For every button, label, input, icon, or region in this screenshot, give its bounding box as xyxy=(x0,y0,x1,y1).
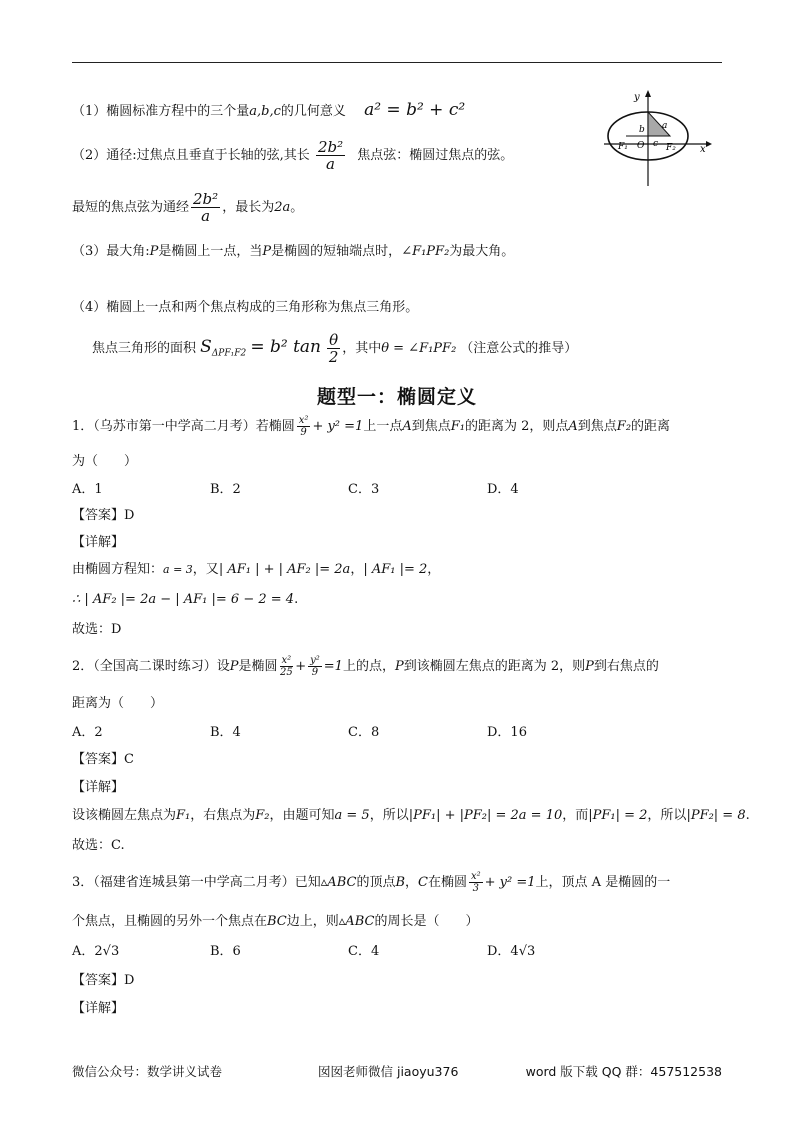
q2-detail-label: 【详解】 xyxy=(72,780,125,795)
label-x: x xyxy=(700,144,706,155)
q1-stem-line2: 为（ ） xyxy=(72,454,138,469)
q3-c: C xyxy=(418,875,428,890)
footer-right: word 版下载 QQ 群：457512538 xyxy=(525,1064,722,1079)
q1-sol1-a: a = 3 xyxy=(163,563,193,576)
note-2-fraction xyxy=(316,139,345,173)
q3-mid1: 的顶点 xyxy=(356,875,396,890)
note-5-mid: ，其中 xyxy=(342,341,382,356)
q2-sol-eq3: |PF₂| = 8 xyxy=(686,808,746,823)
q3-eq: + y² =1 xyxy=(484,875,536,890)
note-2b-suffix: ，最长为 xyxy=(222,200,275,215)
note-2b-text: 最短的焦点弦为通经 xyxy=(72,200,190,215)
q1-mid4: 到焦点 xyxy=(577,419,617,434)
note-2-text: （2）通径:过焦点且垂直于长轴的弦,其长 xyxy=(72,148,310,163)
q2-plus: + xyxy=(295,659,307,674)
q2-sol-e: ，而 xyxy=(562,808,589,823)
note-3 xyxy=(72,242,514,262)
q2-stem-line2: 距离为（ ） xyxy=(72,696,164,711)
q2-solution xyxy=(72,806,750,826)
note-3-c: 是椭圆的短轴端点时， xyxy=(271,244,402,259)
q3-option-d[interactable]: D．4√3 xyxy=(487,944,536,959)
fraction-numerator: y² xyxy=(310,655,320,666)
note-1-vars: a,b,c xyxy=(249,104,281,119)
fraction-numerator: 2b² xyxy=(317,137,344,156)
fraction-numerator: 2b² xyxy=(193,189,219,208)
q2-sol-f: ，所以 xyxy=(647,808,687,823)
note-2b-end: 。 xyxy=(290,200,304,215)
header-rule xyxy=(72,62,722,63)
note-3-a: （3）最大角: xyxy=(72,244,150,259)
fraction-denominator: 2 xyxy=(328,348,339,366)
fraction-numerator: x² xyxy=(281,655,292,666)
q2-sol-end: . xyxy=(745,808,750,823)
note-3-d: 为最大角。 xyxy=(449,244,515,259)
q3-mid2: 在椭圆 xyxy=(427,875,467,890)
q1-sol1-mid: ，又 xyxy=(192,562,219,577)
q1-sol1-eq: | AF₁ | + | AF₂ |= 2a xyxy=(218,562,351,577)
q1-answer: 【答案】D xyxy=(72,508,135,523)
q1-mid1: 上一点 xyxy=(363,419,403,434)
q2-p3: P xyxy=(585,659,594,674)
label-a: a xyxy=(662,121,668,131)
area-symbol: S xyxy=(200,337,212,357)
q1-option-d[interactable]: D．4 xyxy=(487,482,519,497)
q2-p2: P xyxy=(394,659,404,674)
q2-sol-a: 设该椭圆左焦点为 xyxy=(72,808,177,823)
label-c: c xyxy=(653,139,659,149)
area-subscript: ΔPF₁F2 xyxy=(211,348,247,359)
fraction-numerator: x² xyxy=(298,415,309,426)
q1-pick: 故选：D xyxy=(72,622,122,637)
note-3-b: 是椭圆上一点，当 xyxy=(158,244,263,259)
footer-left: 微信公众号：数学讲义试卷 xyxy=(72,1064,223,1079)
q1-option-a[interactable]: A．1 xyxy=(72,482,103,497)
q3-comma: ， xyxy=(405,875,419,890)
note-4: （4）椭圆上一点和两个焦点构成的三角形称为焦点三角形。 xyxy=(72,300,419,315)
q1-solution-2 xyxy=(72,590,298,610)
q3-line2-c: 的周长是（ ） xyxy=(374,914,479,929)
note-5-text: 焦点三角形的面积 xyxy=(92,341,197,356)
q2-prefix: 2．（全国高二课时练习）设 xyxy=(72,659,230,674)
q2-eq: =1 xyxy=(323,659,343,674)
fraction-denominator: a xyxy=(326,155,335,173)
note-1 xyxy=(72,100,465,122)
fraction-denominator: a xyxy=(201,207,211,225)
fraction-denominator: 25 xyxy=(280,667,293,678)
q3-end: 上，顶点 A 是椭圆的一 xyxy=(535,875,671,890)
q2-mid1: 是椭圆 xyxy=(238,659,278,674)
q1-equation: + y² =1 xyxy=(312,419,364,434)
q2-sol-c: ，由题可知 xyxy=(269,808,335,823)
q2-mid2: 上的点， xyxy=(342,659,395,674)
note-3-angle: ∠F₁PF₂ xyxy=(401,244,450,259)
q2-sol-d: ，所以 xyxy=(369,808,409,823)
q2-stem xyxy=(72,652,659,682)
label-f2: F₂ xyxy=(666,143,676,153)
q1-sol1-prefix: 由椭圆方程知： xyxy=(72,562,164,577)
note-2b xyxy=(72,188,303,228)
q1-prefix: 1．（乌苏市第一中学高二月考）若椭圆 xyxy=(72,419,295,434)
footer-center: 囡囡老师微信 jiaoyu376 xyxy=(318,1064,459,1079)
fraction-numerator: x² xyxy=(471,871,481,882)
area-fraction xyxy=(327,332,340,366)
ellipse-diagram xyxy=(600,88,720,190)
q2-option-d[interactable]: D．16 xyxy=(487,725,527,740)
q3-bc: BC xyxy=(267,914,287,929)
q1-mid3: 的距离为 2，则点 xyxy=(464,419,569,434)
fraction-denominator: 3 xyxy=(472,883,480,894)
q2-fraction-1 xyxy=(280,655,294,678)
q1-option-c[interactable]: C．3 xyxy=(348,482,380,497)
q2-option-a[interactable]: A．2 xyxy=(72,725,103,740)
q3-triangle-2: ▵ABC xyxy=(338,914,375,929)
note-1-formula: a² = b² + c² xyxy=(364,100,466,120)
fraction-numerator: θ xyxy=(329,330,339,349)
q3-option-b[interactable]: B．6 xyxy=(210,944,241,959)
q2-p1: P xyxy=(229,659,239,674)
q3-answer: 【答案】D xyxy=(72,973,135,988)
note-1-text: （1）椭圆标准方程中的三个量 xyxy=(72,104,250,119)
q1-f2: F₂ xyxy=(616,419,632,434)
q2-sol-a5: a = 5 xyxy=(334,808,370,823)
note-3-p2: P xyxy=(262,244,272,259)
q1-solution-1 xyxy=(72,560,440,580)
q1-detail-label: 【详解】 xyxy=(72,535,125,550)
q1-sol2-end: . xyxy=(294,592,299,607)
note-2b-fraction xyxy=(191,191,220,225)
q3-b: B xyxy=(395,875,406,890)
x-axis-arrow xyxy=(706,141,712,147)
fraction-denominator: 9 xyxy=(311,667,319,678)
q2-option-c[interactable]: C．8 xyxy=(348,725,380,740)
q3-stem xyxy=(72,866,670,900)
section-heading: 题型一：椭圆定义 xyxy=(316,386,477,408)
q1-a2: A xyxy=(568,419,578,434)
q3-fraction xyxy=(469,871,483,894)
q2-sol-b: ，右焦点为 xyxy=(190,808,256,823)
q3-detail-label: 【详解】 xyxy=(72,1001,125,1016)
q2-sol-f1: F₁ xyxy=(176,808,191,823)
y-axis-arrow xyxy=(645,90,651,97)
q1-f1: F₁ xyxy=(450,419,465,434)
q1-a1: A xyxy=(402,419,412,434)
q2-sol-f2: F₂ xyxy=(255,808,270,823)
label-y: y xyxy=(634,92,640,103)
q1-mid2: 到焦点 xyxy=(411,419,451,434)
q1-sol2-eq: ∴ | AF₂ |= 2a − | AF₁ |= 6 − 2 = 4 xyxy=(72,592,295,607)
note-5-remark: （注意公式的推导） xyxy=(460,341,578,356)
q1-option-b[interactable]: B．2 xyxy=(210,482,241,497)
area-formula: = b² tan xyxy=(250,337,322,357)
q1-stem xyxy=(72,412,670,442)
q2-sol-eq1: |PF₁| + |PF₂| = 2a = 10 xyxy=(408,808,563,823)
note-2b-value: 2a xyxy=(274,200,291,215)
q3-line2-a: 个焦点，且椭圆的另外一个焦点在 xyxy=(72,914,268,929)
q1-sol1-eq2: | AF₁ |= 2 xyxy=(363,562,428,577)
q3-prefix: 3．（福建省连城县第一中学高二月考）已知 xyxy=(72,875,321,890)
q2-fraction-2 xyxy=(308,655,322,678)
q1-sol1-end: ， xyxy=(427,562,441,577)
q3-line2-b: 边上，则 xyxy=(286,914,339,929)
q3-option-a[interactable]: A．2√3 xyxy=(72,944,120,959)
q3-option-c[interactable]: C．4 xyxy=(348,944,380,959)
fraction-denominator: 9 xyxy=(300,427,307,438)
q2-answer: 【答案】C xyxy=(72,752,134,767)
q2-option-b[interactable]: B．4 xyxy=(210,725,241,740)
note-1-suffix: 的几何意义 xyxy=(280,104,346,119)
q2-pick: 故选：C. xyxy=(72,838,125,853)
note-3-p1: P xyxy=(149,244,159,259)
label-f1: F₁ xyxy=(618,142,628,152)
note-2 xyxy=(72,138,513,174)
q1-sol1-sep: ， xyxy=(350,562,364,577)
q1-end: 的距离 xyxy=(631,419,671,434)
q2-end: 到右焦点的 xyxy=(593,659,659,674)
q1-fraction xyxy=(297,415,311,438)
theta-definition: θ = ∠F₁PF₂ xyxy=(381,341,457,356)
q2-mid3: 到该椭圆左焦点的距离为 2，则 xyxy=(403,659,586,674)
q3-stem-line2 xyxy=(72,912,478,932)
q3-triangle: ▵ABC xyxy=(320,875,357,890)
q2-sol-eq2: |PF₁| = 2 xyxy=(588,808,648,823)
note-5 xyxy=(92,326,577,375)
label-origin: O xyxy=(637,141,645,151)
note-2-suffix: 焦点弦：椭圆过焦点的弦。 xyxy=(357,148,514,163)
label-b: b xyxy=(639,125,645,135)
